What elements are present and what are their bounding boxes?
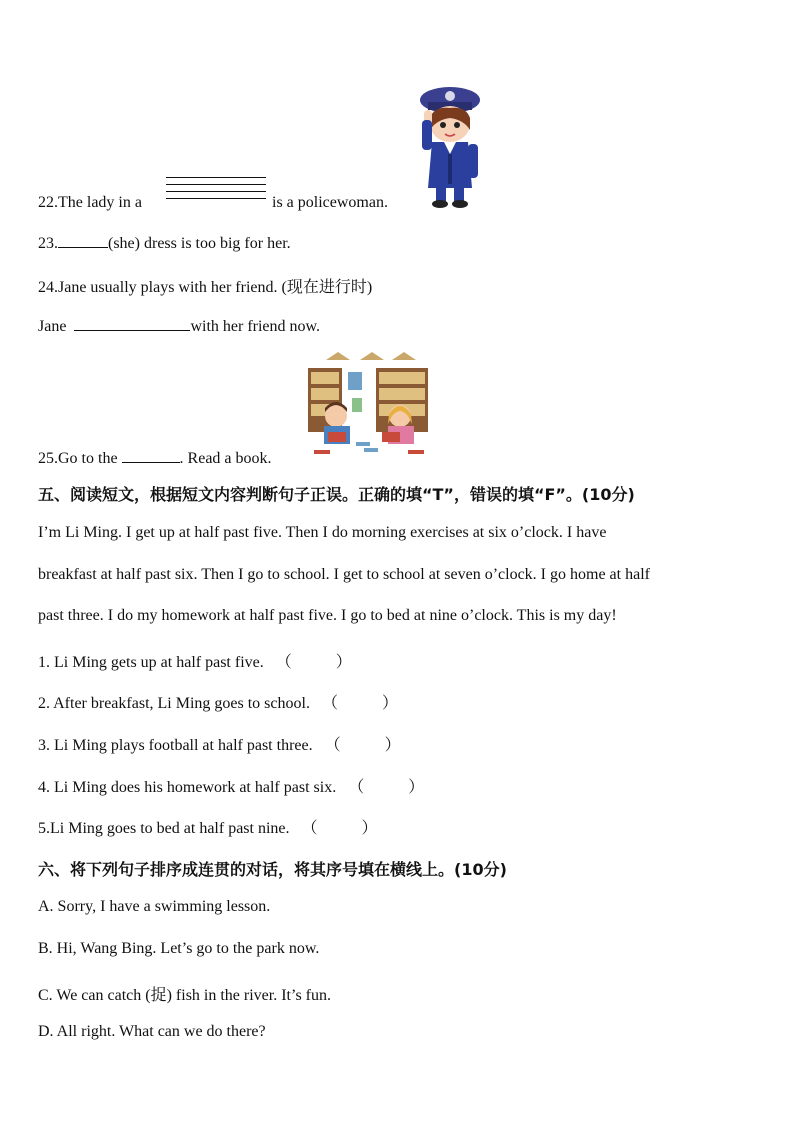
q22-text-before: 22.The lady in a <box>38 194 142 211</box>
q25-answer-blank[interactable] <box>122 448 180 463</box>
tf-question-5 <box>38 815 378 838</box>
q24-answer-blank[interactable] <box>74 316 190 331</box>
q24-answer-before: Jane <box>38 318 67 335</box>
tf-answer-3[interactable]: （ ） <box>324 737 401 754</box>
tf-question-1-text: 1. Li Ming gets up at half past five. <box>38 654 264 671</box>
q24-text: 24.Jane usually plays with her friend. (现在进行时) <box>38 279 373 296</box>
passage-line-2: breakfast at half past six. Then I go to school. I get to school at seven o’clock. I go home at half <box>38 566 650 583</box>
question-23 <box>38 233 291 253</box>
q25-text-before: 25.Go to the <box>38 450 118 467</box>
policewoman-illustration <box>414 80 486 210</box>
library-reading-illustration <box>304 346 436 464</box>
section-6-title: 六、将下列句子排序成连贯的对话，将其序号填在横线上。(10分) <box>38 860 507 879</box>
tf-question-1 <box>38 649 352 672</box>
passage-line-1: I’m Li Ming. I get up at half past five. Then I do morning exercises at six o’clock. I have <box>38 524 607 541</box>
q22-text-after-line <box>272 194 388 212</box>
q23-answer-blank[interactable] <box>58 233 108 248</box>
q23-number: 23. <box>38 235 58 252</box>
tf-question-5-text: 5.Li Ming goes to bed at half past nine. <box>38 820 290 837</box>
tf-question-4-text: 4. Li Ming does his homework at half past six. <box>38 779 337 796</box>
q22-answer-lines[interactable] <box>166 177 266 205</box>
q25-text-after: . Read a book. <box>179 450 272 467</box>
q24-answer-line <box>38 316 320 336</box>
question-22 <box>38 194 142 212</box>
dialogue-option-d: D. All right. What can we do there? <box>38 1023 266 1040</box>
tf-answer-4[interactable]: （ ） <box>348 779 425 796</box>
dialogue-option-a: A. Sorry, I have a swimming lesson. <box>38 898 271 915</box>
tf-question-2-text: 2. After breakfast, Li Ming goes to school. <box>38 695 310 712</box>
section-5-title: 五、阅读短文，根据短文内容判断句子正误。正确的填“T”，错误的填“F”。(10分) <box>38 485 635 504</box>
tf-answer-5[interactable]: （ ） <box>301 820 378 837</box>
q23-rest: (she) dress is too big for her. <box>108 235 291 252</box>
tf-question-2 <box>38 690 398 713</box>
q24-answer-after: with her friend now. <box>190 318 321 335</box>
tf-answer-1[interactable]: （ ） <box>275 654 352 671</box>
tf-question-4 <box>38 774 424 797</box>
question-25 <box>38 448 272 468</box>
passage-line-3: past three. I do my homework at half past five. I go to bed at nine o’clock. This is my day! <box>38 607 617 624</box>
q22-text-after: is a policewoman. <box>272 194 388 211</box>
question-24 <box>38 274 372 297</box>
tf-question-3 <box>38 732 401 755</box>
dialogue-option-c: C. We can catch (捉) fish in the river. It’s fun. <box>38 987 332 1004</box>
tf-question-3-text: 3. Li Ming plays football at half past three. <box>38 737 313 754</box>
dialogue-option-b: B. Hi, Wang Bing. Let’s go to the park now. <box>38 940 320 957</box>
tf-answer-2[interactable]: （ ） <box>321 695 398 712</box>
